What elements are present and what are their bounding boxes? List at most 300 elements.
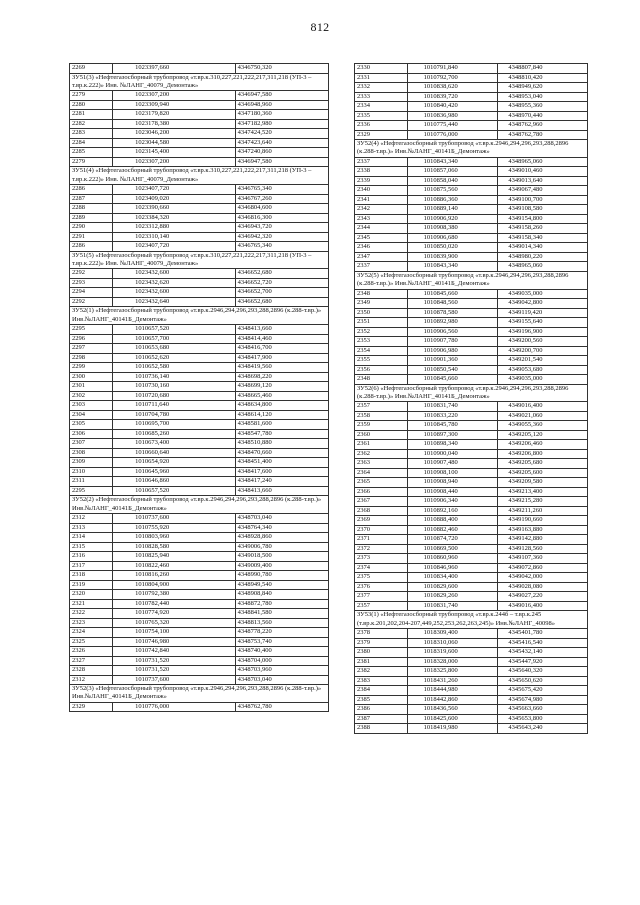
coord-x: 1018444,980 (407, 686, 498, 696)
table-row (70, 288, 329, 298)
coord-y: 4349215,280 (498, 497, 588, 507)
coord-y: 4348949,540 (235, 580, 328, 590)
table-row (70, 297, 329, 307)
point-number: 2379 (355, 638, 408, 648)
table-row (70, 382, 329, 392)
point-number: 2380 (355, 648, 408, 658)
coord-x: 1010782,440 (113, 599, 235, 609)
point-number: 2369 (355, 516, 408, 526)
table-row (70, 344, 329, 354)
table-row (70, 64, 329, 74)
coord-x: 1010736,140 (113, 372, 235, 382)
coord-x: 1018431,260 (407, 676, 498, 686)
coord-x: 1023046,200 (113, 129, 235, 139)
table-row (355, 346, 588, 356)
coord-y: 4348810,420 (498, 73, 588, 83)
table-row (355, 243, 588, 253)
coord-x: 1010657,520 (113, 486, 235, 496)
point-number: 2321 (70, 599, 113, 609)
parcel-header-row (70, 685, 329, 703)
coord-y: 4346652,700 (235, 288, 328, 298)
coord-y: 4349016,400 (498, 402, 588, 412)
coord-y: 4348841,580 (235, 609, 328, 619)
table-row (355, 375, 588, 385)
coord-y: 4346804,600 (235, 204, 328, 214)
point-number: 2385 (355, 695, 408, 705)
coord-y: 4348949,620 (498, 83, 588, 93)
point-number: 2319 (70, 580, 113, 590)
table-row (355, 648, 588, 658)
coord-x: 1010889,140 (407, 205, 498, 215)
table-row (355, 695, 588, 705)
coord-y: 4348807,840 (498, 64, 588, 74)
coord-x: 1010737,600 (113, 514, 235, 524)
table-row (70, 372, 329, 382)
point-number: 2290 (70, 223, 113, 233)
point-number: 2332 (355, 83, 408, 93)
point-number: 2355 (355, 356, 408, 366)
coord-x: 1010846,960 (407, 563, 498, 573)
coord-y: 4349128,560 (498, 544, 588, 554)
point-number: 2378 (355, 629, 408, 639)
table-row (355, 554, 588, 564)
point-number: 2324 (70, 628, 113, 638)
coord-y: 4348753,740 (235, 637, 328, 647)
coord-y: 4348417,240 (235, 477, 328, 487)
coord-x: 1010829,600 (407, 582, 498, 592)
table-row (355, 214, 588, 224)
coord-y: 4348547,780 (235, 429, 328, 439)
point-number: 2333 (355, 92, 408, 102)
coord-y: 4349205,120 (498, 430, 588, 440)
table-row (355, 430, 588, 440)
point-number: 2364 (355, 468, 408, 478)
point-number: 2334 (355, 102, 408, 112)
table-row (355, 487, 588, 497)
coord-y: 4348699,120 (235, 382, 328, 392)
coord-y: 4349067,480 (498, 186, 588, 196)
table-row (355, 440, 588, 450)
coord-x: 1010816,260 (113, 571, 235, 581)
coord-x: 1010907,780 (407, 337, 498, 347)
point-number: 2322 (70, 609, 113, 619)
coord-y: 4348451,400 (235, 458, 328, 468)
coord-x: 1010906,560 (407, 327, 498, 337)
point-number: 2387 (355, 714, 408, 724)
table-row (70, 637, 329, 647)
coord-y: 4348414,460 (235, 334, 328, 344)
table-row (70, 552, 329, 562)
parcel-header-row (70, 307, 329, 325)
coord-y: 4349035,000 (498, 289, 588, 299)
coord-y: 4348703,040 (235, 514, 328, 524)
table-row (355, 592, 588, 602)
coord-y: 4349021,060 (498, 411, 588, 421)
coord-y: 4349016,400 (498, 601, 588, 611)
coord-x: 1010652,620 (113, 353, 235, 363)
table-row (70, 334, 329, 344)
point-number: 2344 (355, 224, 408, 234)
coord-x: 1010898,340 (407, 440, 498, 450)
parcel-header-row (355, 384, 588, 402)
coord-y: 4349108,580 (498, 205, 588, 215)
point-number: 2297 (70, 344, 113, 354)
coord-x: 1010908,440 (407, 487, 498, 497)
table-row (70, 157, 329, 167)
coord-y: 4349209,580 (498, 478, 588, 488)
table-row (355, 176, 588, 186)
coord-x: 1010843,340 (407, 157, 498, 167)
point-number: 2340 (355, 186, 408, 196)
coord-y: 4349042,000 (498, 573, 588, 583)
coord-y: 4348928,860 (235, 533, 328, 543)
coord-x: 1010906,680 (407, 233, 498, 243)
coord-y: 4349006,780 (235, 542, 328, 552)
table-row (70, 110, 329, 120)
table-row (355, 573, 588, 583)
coord-x: 1010765,320 (113, 618, 235, 628)
table-row (70, 325, 329, 335)
coord-x: 1018309,400 (407, 629, 498, 639)
point-number: 2316 (70, 552, 113, 562)
coord-x: 1010908,100 (407, 468, 498, 478)
coord-y: 4349190,660 (498, 516, 588, 526)
table-row (70, 458, 329, 468)
point-number: 2349 (355, 299, 408, 309)
point-number: 2366 (355, 487, 408, 497)
table-row (70, 448, 329, 458)
table-row (355, 327, 588, 337)
table-row (355, 705, 588, 715)
table-row (355, 195, 588, 205)
coord-y: 4348872,780 (235, 599, 328, 609)
point-number: 2300 (70, 372, 113, 382)
coord-x: 1018310,060 (407, 638, 498, 648)
point-number: 2269 (70, 64, 113, 74)
parcel-title: ЗУ51(4) «Нефтегазосборный трубопровод «т.вр.к.310,227,221,222,217,311,218 (УП-3 – т.вр.к.222)» Инв. №ЛАНГ_40079_Демонтаж» (70, 167, 329, 185)
table-row (355, 262, 588, 272)
parcel-title: ЗУ52(3) «Нефтегазосборный трубопровод «т.вр.к.2946,294,296,293,288,2896 (к.288-т.вр.)» Инв.№ЛАНГ_40141Б_Демонтаж» (70, 685, 329, 703)
coord-x: 1010908,380 (407, 224, 498, 234)
table-row (355, 83, 588, 93)
point-number: 2359 (355, 421, 408, 431)
point-number: 2337 (355, 157, 408, 167)
point-number: 2343 (355, 214, 408, 224)
coord-x: 1023407,720 (113, 185, 235, 195)
coord-x: 1010850,540 (407, 365, 498, 375)
coord-y: 4349196,900 (498, 327, 588, 337)
table-row (70, 138, 329, 148)
point-number: 2312 (70, 675, 113, 685)
coord-x: 1010822,460 (113, 561, 235, 571)
coord-y: 4348813,560 (235, 618, 328, 628)
coord-y: 4348953,040 (498, 92, 588, 102)
table-row (355, 92, 588, 102)
point-number: 2293 (70, 278, 113, 288)
coord-y: 4349200,560 (498, 337, 588, 347)
coord-y: 4345650,620 (498, 676, 588, 686)
coord-x: 1010673,400 (113, 439, 235, 449)
table-row (70, 571, 329, 581)
coord-y: 4346767,260 (235, 194, 328, 204)
coord-x: 1010755,920 (113, 523, 235, 533)
coord-y: 4346652,680 (235, 269, 328, 279)
coordinates-table-left (69, 63, 329, 712)
coord-x: 1010834,400 (407, 573, 498, 583)
coord-x: 1018328,000 (407, 657, 498, 667)
table-row (355, 111, 588, 121)
coord-y: 4346943,720 (235, 223, 328, 233)
coord-y: 4349158,340 (498, 233, 588, 243)
coord-y: 4349163,880 (498, 525, 588, 535)
point-number: 2283 (70, 129, 113, 139)
coord-y: 4348762,960 (498, 121, 588, 131)
point-number: 2313 (70, 523, 113, 533)
table-row (355, 638, 588, 648)
point-number: 2335 (355, 111, 408, 121)
parcel-title: ЗУ51(3) «Нефтегазосборный трубопровод «т.вр.к.310,227,221,222,217,311,218 (УП-3 – т.вр.к.222)» Инв. №ЛАНГ_40079_Демонтаж» (70, 73, 329, 91)
coord-y: 4348980,220 (498, 252, 588, 262)
coord-x: 1010776,000 (407, 130, 498, 140)
coord-x: 1010831,740 (407, 402, 498, 412)
table-row (355, 73, 588, 83)
coord-x: 1010791,840 (407, 64, 498, 74)
coord-y: 4347182,980 (235, 119, 328, 129)
point-number: 2284 (70, 138, 113, 148)
coord-x: 1010754,100 (113, 628, 235, 638)
table-row (70, 100, 329, 110)
coord-y: 4349200,700 (498, 346, 588, 356)
coord-x: 1010906,340 (407, 497, 498, 507)
coord-x: 1023178,380 (113, 119, 235, 129)
coord-x: 1010737,600 (113, 675, 235, 685)
parcel-header-row (355, 140, 588, 158)
parcel-title: ЗУ51(5) «Нефтегазосборный трубопровод «т.вр.к.310,227,221,222,217,311,218 (УП-3 – т.вр.к.222)» Инв. №ЛАНГ_40079_Демонтаж» (70, 251, 329, 269)
table-row (355, 365, 588, 375)
point-number: 2336 (355, 121, 408, 131)
point-number: 2372 (355, 544, 408, 554)
coord-x: 1010776,000 (113, 702, 235, 712)
coord-y: 4349155,640 (498, 318, 588, 328)
table-row (355, 157, 588, 167)
coord-x: 1010839,900 (407, 252, 498, 262)
table-row (70, 467, 329, 477)
coord-x: 1010792,700 (407, 73, 498, 83)
table-row (70, 514, 329, 524)
point-number: 2338 (355, 167, 408, 177)
coord-x: 1010720,680 (113, 391, 235, 401)
coord-y: 4349100,700 (498, 195, 588, 205)
coord-x: 1018419,980 (407, 724, 498, 734)
coord-y: 4346652,720 (235, 278, 328, 288)
coord-x: 1023310,140 (113, 232, 235, 242)
coord-y: 4349158,260 (498, 224, 588, 234)
coord-y: 4345674,980 (498, 695, 588, 705)
coord-x: 1010652,580 (113, 363, 235, 373)
coord-x: 1010711,640 (113, 401, 235, 411)
coord-x: 1010845,780 (407, 421, 498, 431)
point-number: 2299 (70, 363, 113, 373)
table-row (355, 478, 588, 488)
point-number: 2317 (70, 561, 113, 571)
coord-y: 4348634,800 (235, 401, 328, 411)
coord-x: 1023397,660 (113, 64, 235, 74)
coord-y: 4348908,840 (235, 590, 328, 600)
coord-x: 1010803,960 (113, 533, 235, 543)
table-row (70, 702, 329, 712)
table-row (70, 561, 329, 571)
table-row (355, 167, 588, 177)
coord-x: 1010829,260 (407, 592, 498, 602)
point-number: 2329 (70, 702, 113, 712)
coord-x: 1023044,580 (113, 138, 235, 148)
coord-x: 1023312,880 (113, 223, 235, 233)
table-row (70, 223, 329, 233)
coord-y: 4348740,400 (235, 647, 328, 657)
table-row (70, 401, 329, 411)
table-row (355, 497, 588, 507)
point-number: 2295 (70, 486, 113, 496)
point-number: 2347 (355, 252, 408, 262)
point-number: 2367 (355, 497, 408, 507)
coord-x: 1010845,660 (407, 289, 498, 299)
point-number: 2285 (70, 148, 113, 158)
table-row (70, 477, 329, 487)
table-row (355, 724, 588, 734)
coord-y: 4348417,900 (235, 353, 328, 363)
point-number: 2327 (70, 656, 113, 666)
coord-x: 1010831,740 (407, 601, 498, 611)
table-row (355, 629, 588, 639)
table-row (70, 486, 329, 496)
point-number: 2341 (355, 195, 408, 205)
coord-y: 4349205,600 (498, 468, 588, 478)
coord-y: 4348413,660 (235, 325, 328, 335)
table-row (70, 185, 329, 195)
table-row (70, 420, 329, 430)
point-number: 2288 (70, 204, 113, 214)
parcel-header-row (70, 73, 329, 91)
coord-x: 1010888,400 (407, 516, 498, 526)
coord-x: 1010886,360 (407, 195, 498, 205)
coord-x: 1010775,440 (407, 121, 498, 131)
table-row (355, 686, 588, 696)
point-number: 2353 (355, 337, 408, 347)
table-row (355, 299, 588, 309)
point-number: 2358 (355, 411, 408, 421)
coord-y: 4349018,500 (235, 552, 328, 562)
point-number: 2292 (70, 297, 113, 307)
table-row (70, 194, 329, 204)
point-number: 2310 (70, 467, 113, 477)
table-row (355, 535, 588, 545)
coord-x: 1010906,980 (407, 346, 498, 356)
coord-x: 1010897,300 (407, 430, 498, 440)
coord-x: 1010695,700 (113, 420, 235, 430)
point-number: 2384 (355, 686, 408, 696)
coord-y: 4349053,680 (498, 365, 588, 375)
table-row (70, 391, 329, 401)
coord-x: 1023390,660 (113, 204, 235, 214)
coord-y: 4349206,460 (498, 440, 588, 450)
coord-x: 1010843,340 (407, 262, 498, 272)
page-number: 812 (310, 20, 330, 34)
point-number: 2354 (355, 346, 408, 356)
point-number: 2363 (355, 459, 408, 469)
point-number: 2348 (355, 375, 408, 385)
point-number: 2360 (355, 430, 408, 440)
table-row (355, 356, 588, 366)
parcel-header-row (355, 611, 588, 629)
table-row (355, 714, 588, 724)
point-number: 2318 (70, 571, 113, 581)
coord-y: 4349205,680 (498, 459, 588, 469)
coord-x: 1010858,040 (407, 176, 498, 186)
coord-y: 4348419,560 (235, 363, 328, 373)
table-row (70, 609, 329, 619)
table-row (70, 675, 329, 685)
coord-y: 4349013,640 (498, 176, 588, 186)
table-row (355, 411, 588, 421)
point-number: 2373 (355, 554, 408, 564)
point-number: 2368 (355, 506, 408, 516)
coord-x: 1010645,960 (113, 467, 235, 477)
coord-y: 4349009,400 (235, 561, 328, 571)
point-number: 2329 (355, 130, 408, 140)
point-number: 2279 (70, 157, 113, 167)
coord-y: 4346652,680 (235, 297, 328, 307)
point-number: 2345 (355, 233, 408, 243)
coord-y: 4348762,780 (498, 130, 588, 140)
coord-y: 4348762,780 (235, 702, 328, 712)
table-row (70, 542, 329, 552)
coord-y: 4345663,660 (498, 705, 588, 715)
point-number: 2361 (355, 440, 408, 450)
point-number: 2291 (70, 232, 113, 242)
coord-y: 4349055,360 (498, 421, 588, 431)
point-number: 2296 (70, 334, 113, 344)
point-number: 2383 (355, 676, 408, 686)
coord-x: 1010845,660 (407, 375, 498, 385)
point-number: 2279 (70, 91, 113, 101)
coord-y: 4349010,460 (498, 167, 588, 177)
table-row (355, 421, 588, 431)
table-row (355, 544, 588, 554)
coord-x: 1010704,780 (113, 410, 235, 420)
point-number: 2282 (70, 119, 113, 129)
coord-y: 4346948,960 (235, 100, 328, 110)
coord-y: 4345643,240 (498, 724, 588, 734)
coord-x: 1010869,500 (407, 544, 498, 554)
coord-x: 1010792,380 (113, 590, 235, 600)
point-number: 2328 (70, 666, 113, 676)
coord-x: 1010892,980 (407, 318, 498, 328)
table-row (70, 242, 329, 252)
coord-y: 4345447,920 (498, 657, 588, 667)
coord-x: 1010774,920 (113, 609, 235, 619)
coord-x: 1023432,620 (113, 278, 235, 288)
coord-x: 1018442,860 (407, 695, 498, 705)
point-number: 2325 (70, 637, 113, 647)
point-number: 2281 (70, 110, 113, 120)
coord-x: 1010804,900 (113, 580, 235, 590)
table-row (355, 205, 588, 215)
table-row (355, 102, 588, 112)
point-number: 2365 (355, 478, 408, 488)
coord-x: 1023384,320 (113, 213, 235, 223)
point-number: 2301 (70, 382, 113, 392)
table-row (355, 459, 588, 469)
